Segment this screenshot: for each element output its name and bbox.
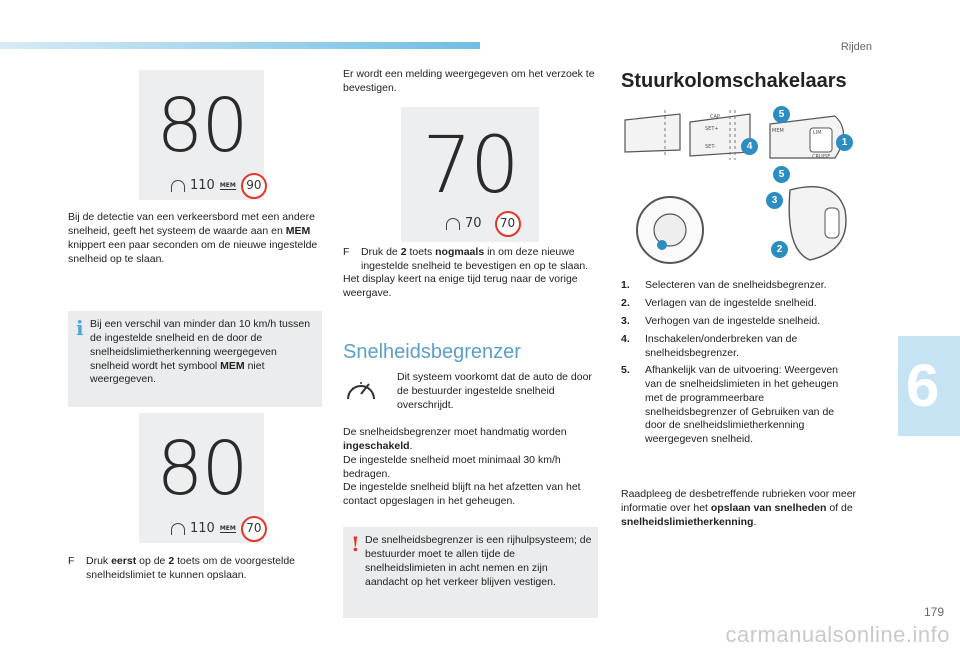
middle-paragraph-3: De snelheidsbegrenzer moet handmatig worden ingeschakeld. De ingestelde snelheid moet minimaal 30 km/h bedragen. De ingestelde snelheid blijft na het afzetten van het contact opgeslagen in het geheugen. <box>343 426 581 508</box>
display-image-3 <box>401 107 539 242</box>
right-footer-paragraph: Raadpleeg de desbetreffende rubrieken voor meer informatie over het opslaan van snelheden of de snelheidslimietherkenning. <box>621 488 857 528</box>
svg-text:SET-: SET- <box>705 144 716 150</box>
display-speed: 70 <box>422 121 518 211</box>
callout-4: 4 <box>741 138 758 155</box>
display-image-2 <box>139 413 264 543</box>
heading-snelheidsbegrenzer: Snelheidsbegrenzer <box>343 341 521 363</box>
watermark: carmanualsonline.info <box>725 622 950 647</box>
memorized-speed: 70 <box>465 216 482 232</box>
svg-text:SET+: SET+ <box>705 126 719 132</box>
limiter-gauge-icon <box>171 523 185 535</box>
chapter-tab <box>898 336 960 436</box>
svg-text:CRUISE: CRUISE <box>812 154 831 160</box>
speedometer-icon <box>343 372 379 408</box>
left-paragraph-1: Bij de detectie van een verkeersbord met een andere snelheid, geeft het systeem de waarde aan en MEM knippert een paar seconden om de nieuwe ingestelde snelheid op te slaan. <box>68 211 318 265</box>
header-bar <box>0 42 480 49</box>
mem-symbol: MEM <box>219 524 236 532</box>
speed-sign-icon: 90 <box>241 173 267 199</box>
list-item-1: 1. Selecteren van de snelheidsbegrenzer. <box>621 279 827 291</box>
middle-paragraph-2: Het display keert na enige tijd terug naar de vorige weergave. <box>343 273 578 299</box>
middle-intro: Dit systeem voorkomt dat de auto de door de bestuurder ingestelde snelheid overschrijdt. <box>397 371 592 411</box>
page-number: 179 <box>923 605 944 619</box>
list-item-3: 3. Verhogen van de ingestelde snelheid. <box>621 315 821 327</box>
left-bullet: F Druk eerst op de 2 toets om de voorgestelde snelheidslimiet te kunnen opslaan. <box>68 555 295 581</box>
callout-1: 1 <box>836 134 853 151</box>
info-icon: i <box>76 316 84 340</box>
display-image-1 <box>139 70 264 200</box>
middle-bullet: F Druk de 2 toets nogmaals in om deze nieuwe ingestelde snelheid te bevestigen en op te slaan. <box>343 246 589 272</box>
callout-3: 3 <box>766 192 783 209</box>
list-item-4: 4. Inschakelen/onderbreken van de snelheidsbegrenzer. <box>621 333 798 359</box>
speed-sign-icon: 70 <box>241 516 267 542</box>
info-text: Bij een verschil van minder dan 10 km/h tussen de ingestelde snelheid en de door de snelheidslimietherkenning weergegeven snelheid wordt het symbool MEM niet weergegeven. <box>90 318 311 386</box>
warning-box <box>343 527 598 618</box>
info-box <box>68 311 322 407</box>
warning-icon: ! <box>351 532 360 556</box>
limiter-gauge-icon <box>171 180 185 192</box>
display-speed: 80 <box>156 426 247 512</box>
list-item-2: 2. Verlagen van de ingestelde snelheid. <box>621 297 817 309</box>
callout-5-bottom: 5 <box>773 166 790 183</box>
section-title: Rijden <box>840 41 872 53</box>
speed-sign-icon: 70 <box>495 211 521 237</box>
display-speed: 80 <box>156 83 247 169</box>
svg-text:CAP: CAP <box>710 114 720 120</box>
heading-stuurkolomschakelaars: Stuurkolomschakelaars <box>621 70 847 92</box>
callout-5-top: 5 <box>773 106 790 123</box>
memorized-speed: 110 <box>190 521 215 537</box>
limiter-gauge-icon <box>446 218 460 230</box>
svg-text:LIM: LIM <box>813 130 822 136</box>
svg-text:MEM: MEM <box>772 128 784 134</box>
steering-column-illustration <box>620 100 860 270</box>
middle-paragraph-1: Er wordt een melding weergegeven om het verzoek te bevestigen. <box>343 68 595 94</box>
list-item-5: 5. Afhankelijk van de uitvoering: Weergeven van de snelheidslimieten in het geheugen met de programmeerbare snelheidsbegrenzer of Gebruiken van de door de snelheidslimietherkenning weergegeven snelheid. <box>621 364 839 446</box>
memorized-speed: 110 <box>190 178 215 194</box>
mem-symbol: MEM <box>219 181 236 189</box>
chapter-number: 6 <box>906 352 940 419</box>
warning-text: De snelheidsbegrenzer is een rijhulpsysteem; de bestuurder moet te allen tijde de snelheidslimieten in acht nemen en zijn aandacht op het verkeer blijven vestigen. <box>365 534 592 588</box>
callout-2: 2 <box>771 241 788 258</box>
